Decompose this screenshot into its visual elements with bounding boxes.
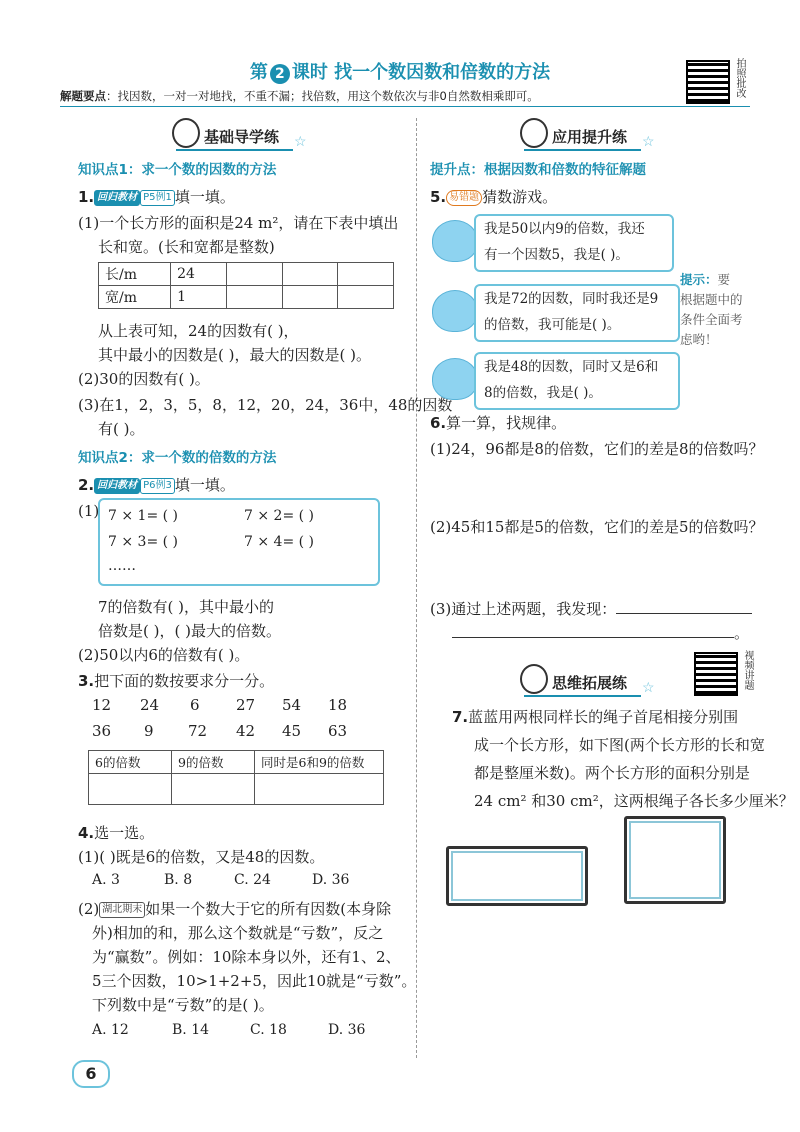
number-item: 63	[328, 722, 348, 740]
answer-cell[interactable]	[255, 774, 384, 805]
header-divider	[60, 106, 750, 107]
question-6	[430, 412, 566, 433]
length-cell[interactable]	[282, 263, 338, 286]
question-text: 选一选。	[94, 824, 155, 842]
header-multiples-6-and-9: 同时是6和9的倍数	[255, 751, 384, 774]
classify-table	[88, 750, 384, 805]
q4-part2-line2: 外)相加的和，那么这个数就是“亏数”，反之	[92, 924, 384, 942]
question-number: 1.	[78, 188, 95, 206]
hint-text: 根据题中的	[680, 292, 743, 307]
knowledge-point-2: 知识点2：求一个数的倍数的方法	[78, 450, 277, 466]
qr-code-icon[interactable]	[694, 652, 738, 696]
q7-line1: 蓝蓝用两根同样长的绳子首尾相接分别围	[468, 708, 739, 726]
column-divider	[416, 118, 417, 1058]
question-text: 猜数游戏。	[482, 188, 558, 206]
header-multiples-6: 6的倍数	[89, 751, 172, 774]
question-5	[430, 186, 557, 207]
answer-cell[interactable]	[172, 774, 255, 805]
mult-7x3: 7 × 3= ( )	[108, 534, 178, 550]
question-text: 算一算，找规律。	[446, 414, 567, 432]
star-icon: ☆	[642, 680, 655, 696]
number-item: 18	[328, 696, 348, 714]
width-cell[interactable]	[282, 286, 338, 309]
question-4	[78, 822, 154, 843]
q1-part1-line2: 长和宽。(长和宽都是整数)	[98, 238, 275, 256]
width-cell[interactable]	[338, 286, 394, 309]
hint-text: 条件全面考	[680, 312, 743, 327]
row-label-length: 长/m	[99, 263, 171, 286]
solving-tips	[60, 88, 680, 104]
q1-after-line2: 其中最小的因数是( )，最大的因数是( )。	[98, 346, 371, 364]
q4-text: 如果一个数大于它的所有因数(本身除	[145, 900, 392, 918]
dimension-table	[98, 262, 394, 309]
question-number: 7.	[452, 708, 469, 726]
star-icon: ☆	[294, 134, 307, 150]
title-prefix: 第	[249, 62, 268, 83]
q6-part3	[430, 598, 752, 619]
question-7	[452, 706, 738, 727]
question-number: 5.	[430, 188, 447, 206]
tips-label: 解题要点	[60, 89, 106, 103]
option-a[interactable]: A. 3	[92, 872, 120, 888]
question-number: 3.	[78, 672, 95, 690]
option-d[interactable]: D. 36	[312, 872, 350, 888]
chick-icon	[432, 220, 478, 262]
lesson-title	[0, 58, 800, 84]
number-item: 12	[92, 696, 112, 714]
mult-7x4: 7 × 4= ( )	[244, 534, 314, 550]
answer-line[interactable]	[616, 613, 752, 614]
length-cell[interactable]	[227, 263, 283, 286]
number-item: 9	[144, 722, 154, 740]
part-label: (2)	[78, 900, 100, 918]
length-cell[interactable]: 24	[171, 263, 227, 286]
bubble-text: 我是72的因数，同时我还是9	[484, 291, 659, 307]
bubble-text: 的倍数，我可能是( )。	[484, 317, 621, 333]
tag-back-to-textbook: 回归教材	[94, 190, 140, 206]
tag-example-ref: P6例3	[140, 478, 175, 494]
option-b[interactable]: B. 8	[164, 872, 193, 888]
q4-part1: (1)( )既是6的倍数，又是48的因数。	[78, 848, 325, 866]
improvement-point: 提升点：根据因数和倍数的特征解题	[430, 162, 646, 178]
q1-part3-line2: 有( )。	[98, 420, 145, 438]
qr-code-icon[interactable]	[686, 60, 730, 104]
number-item: 6	[190, 696, 200, 714]
option-d[interactable]: D. 36	[328, 1022, 366, 1038]
question-text: 填一填。	[174, 188, 235, 206]
q6-part1: (1)24，96都是8的倍数，它们的差是8的倍数吗？	[430, 440, 764, 458]
mult-ellipsis: ……	[108, 558, 136, 574]
q7-line4: 24 cm² 和30 cm²，这两根绳子各长多少厘米？	[474, 792, 794, 810]
number-item: 72	[188, 722, 208, 740]
hint-label: 提示：	[680, 272, 718, 287]
option-c[interactable]: C. 24	[234, 872, 271, 888]
tag-exam-source: 湖北期末	[99, 902, 145, 918]
hint-text: 虑哟！	[680, 332, 718, 347]
q2-part1-label: (1)	[78, 502, 100, 520]
q1-after-line1: 从上表可知，24的因数有( )，	[98, 322, 299, 340]
number-item: 24	[140, 696, 160, 714]
q1-part1-line1: (1)一个长方形的面积是24 m²，请在下表中填出	[78, 214, 399, 232]
chick-icon	[432, 290, 478, 332]
table-row	[99, 286, 394, 309]
question-text: 把下面的数按要求分一分。	[94, 672, 275, 690]
question-number: 4.	[78, 824, 95, 842]
bubble-text: 8的倍数，我是( )。	[484, 385, 602, 401]
q7-line3: 都是整厘米数)。两个长方形的面积分别是	[474, 764, 750, 782]
question-number: 2.	[78, 476, 95, 494]
section-applied-practice: 应用提升练	[524, 124, 641, 151]
question-text: 填一填。	[174, 476, 235, 494]
lesson-number-badge: 2	[270, 64, 290, 84]
section-basic-practice: 基础导学练	[176, 124, 293, 151]
number-item: 27	[236, 696, 256, 714]
answer-line[interactable]	[452, 637, 734, 638]
bubble-text: 有一个因数5，我是( )。	[484, 247, 629, 263]
answer-cell[interactable]	[89, 774, 172, 805]
table-header-row	[89, 751, 384, 774]
row-label-width: 宽/m	[99, 286, 171, 309]
number-item: 54	[282, 696, 302, 714]
q2-after-line2: 倍数是( )，( )最大的倍数。	[98, 622, 281, 640]
q4-part2-line1	[78, 898, 391, 919]
knowledge-point-1: 知识点1：求一个数的因数的方法	[78, 162, 277, 178]
q1-part2: (2)30的因数有( )。	[78, 370, 210, 388]
speech-bubble-1	[474, 214, 674, 272]
width-cell[interactable]	[227, 286, 283, 309]
question-number: 6.	[430, 414, 447, 432]
speech-bubble-3	[474, 352, 680, 410]
tag-error-prone: 易错题	[446, 190, 482, 206]
q6-part3-text: (3)通过上述两题，我发现：	[430, 600, 617, 618]
q2-part2: (2)50以内6的倍数有( )。	[78, 646, 250, 664]
table-row	[89, 774, 384, 805]
section-thinking-extension: 思维拓展练	[524, 670, 641, 697]
q6-part2: (2)45和15都是5的倍数，它们的差是5的倍数吗？	[430, 518, 764, 536]
header-multiples-9: 9的倍数	[172, 751, 255, 774]
q2-after-line1: 7的倍数有( )，其中最小的	[98, 598, 275, 616]
qr-caption: 拍照批改	[734, 58, 745, 98]
tips-text: ：找因数，一对一对地找，不重不漏；找倍数，用这个数依次与非0自然数相乘即可。	[106, 89, 539, 103]
question-2	[78, 474, 235, 495]
title-text: 课时 找一个数因数和倍数的方法	[291, 62, 551, 83]
bubble-text: 我是50以内9的倍数，我还	[484, 221, 645, 237]
hint-box	[680, 270, 752, 350]
mult-7x1: 7 × 1= ( )	[108, 508, 178, 524]
option-b[interactable]: B. 14	[172, 1022, 210, 1038]
option-c[interactable]: C. 18	[250, 1022, 287, 1038]
tag-back-to-textbook: 回归教材	[94, 478, 140, 494]
hint-text: 要	[717, 272, 731, 287]
number-item: 36	[92, 722, 112, 740]
mult-7x2: 7 × 2= ( )	[244, 508, 314, 524]
number-item: 45	[282, 722, 302, 740]
width-cell[interactable]: 1	[171, 286, 227, 309]
tag-example-ref: P5例1	[140, 190, 175, 206]
rectangle-figure-2	[624, 816, 726, 904]
speech-bubble-2	[474, 284, 680, 342]
number-item: 42	[236, 722, 256, 740]
q6-answer-line-2	[452, 622, 749, 643]
rectangle-figure-1	[446, 846, 588, 906]
qr2-caption: 视频讲题	[742, 650, 753, 690]
q7-line2: 成一个长方形，如下图(两个长方形的长和宽	[474, 736, 765, 754]
star-icon: ☆	[642, 134, 655, 150]
period: 。	[734, 624, 750, 642]
length-cell[interactable]	[338, 263, 394, 286]
q1-part3-line1: (3)在1，2，3，5，8，12，20，24，36中，48的因数	[78, 396, 453, 414]
page-number: 6	[72, 1060, 110, 1088]
q4-part2-line3: 为“赢数”。例如：10除本身以外，还有1、2、	[92, 948, 401, 966]
option-a[interactable]: A. 12	[92, 1022, 129, 1038]
question-1	[78, 186, 235, 207]
table-row	[99, 263, 394, 286]
chick-icon	[432, 358, 478, 400]
bubble-text: 我是48的因数，同时又是6和	[484, 359, 659, 375]
question-3	[78, 670, 274, 691]
q4-part2-line4: 5三个因数，10>1+2+5，因此10就是“亏数”。	[92, 972, 417, 990]
q4-part2-line5: 下列数中是“亏数”的是( )。	[92, 996, 274, 1014]
